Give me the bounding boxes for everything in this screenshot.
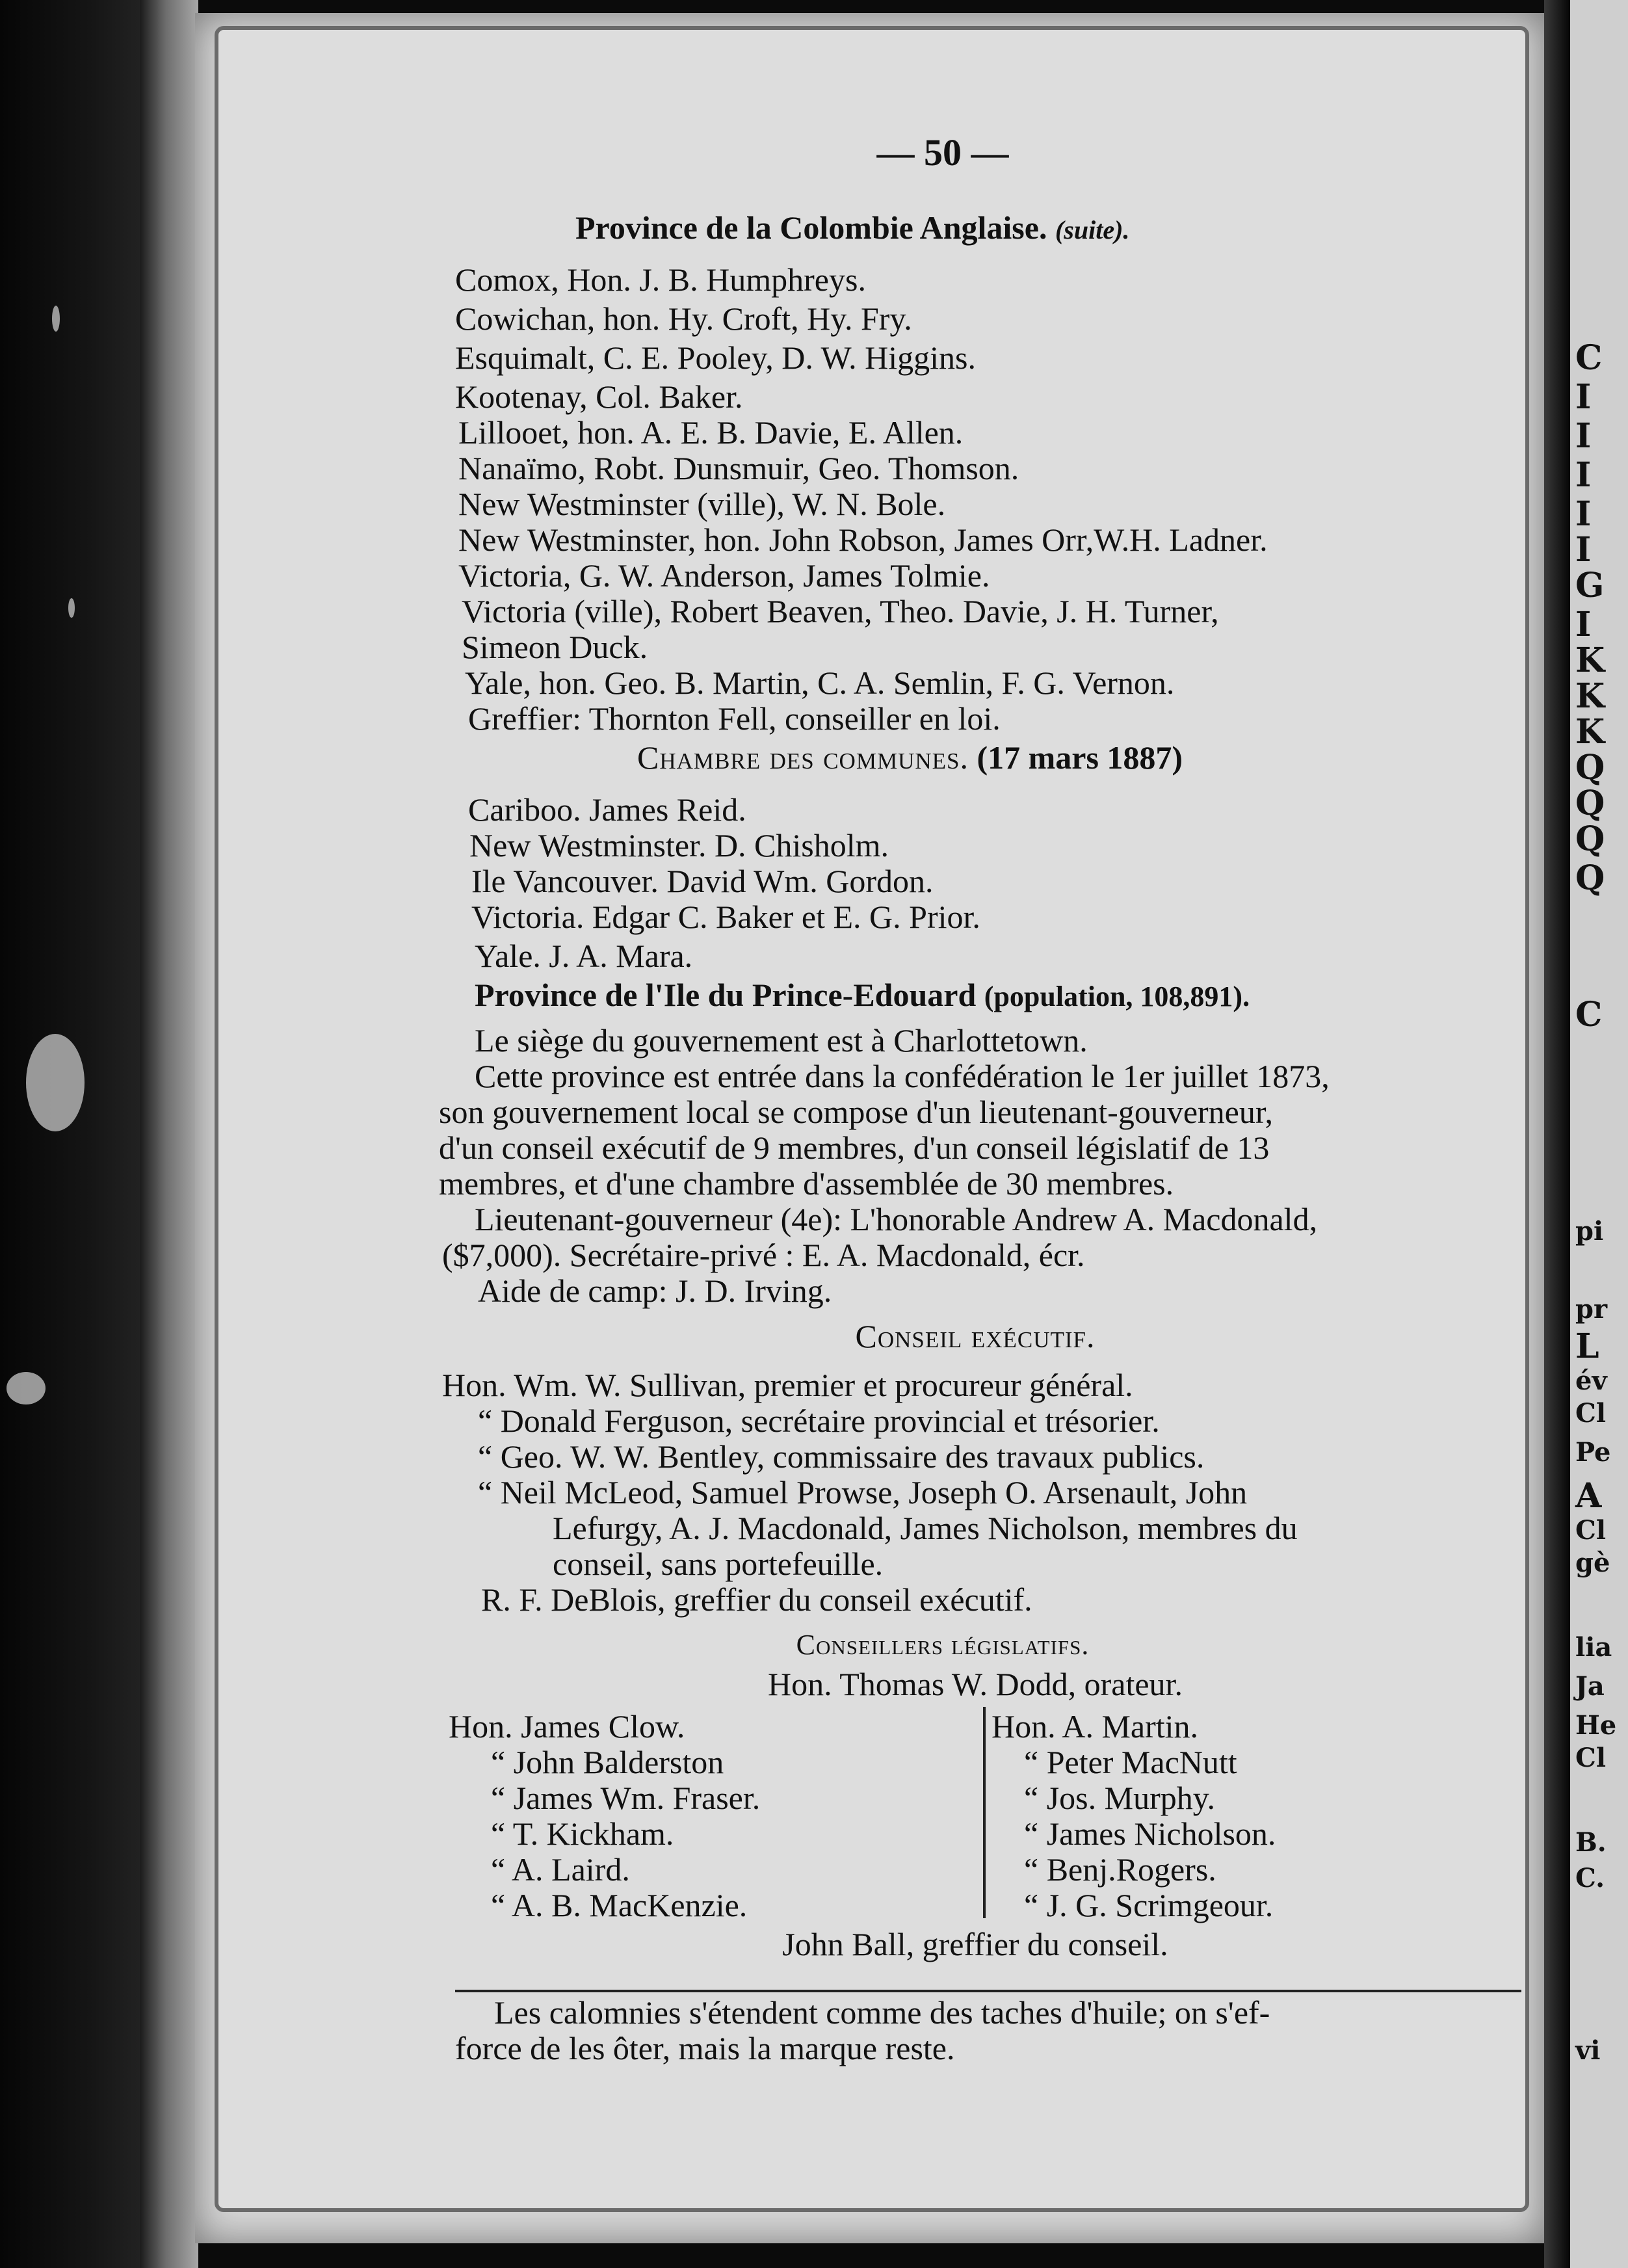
pei-line: Lieutenant-gouverneur (4e): L'honorable Andrew A. Macdonald,	[475, 1201, 1318, 1237]
legislative-speaker: Hon. Thomas W. Dodd, orateur.	[768, 1666, 1183, 1702]
facing-page-fragment: lia	[1575, 1632, 1612, 1663]
council-heading: Conseil exécutif.	[855, 1318, 1096, 1354]
bc-line: Esquimalt, C. E. Pooley, D. W. Higgins.	[455, 339, 976, 376]
council-line: Hon. Wm. W. Sullivan, premier et procureur général.	[442, 1367, 1133, 1403]
bc-line: Victoria (ville), Robert Beaven, Theo. Davie, J. H. Turner,	[462, 593, 1219, 629]
commons-heading	[637, 738, 1183, 777]
facing-page-fragment: I	[1575, 377, 1592, 417]
bc-line: Victoria, G. W. Anderson, James Tolmie.	[458, 557, 990, 594]
commons-date: (17 mars 1887)	[977, 739, 1183, 776]
council-line: “ Neil McLeod, Samuel Prowse, Joseph O. Arsenault, John	[478, 1474, 1248, 1510]
facing-page-fragment: Cl	[1575, 1398, 1607, 1429]
bc-heading	[575, 208, 1129, 250]
pei-line: Cette province est entrée dans la confédération le 1er juillet 1873,	[475, 1058, 1330, 1094]
legislative-right-line: “ Jos. Murphy.	[1024, 1780, 1215, 1816]
facing-page-fragment: Q	[1575, 748, 1605, 787]
pei-line: d'un conseil exécutif de 9 membres, d'un conseil législatif de 13	[439, 1129, 1270, 1166]
facing-page-fragment: I	[1575, 494, 1592, 534]
facing-page-fragment: pr	[1575, 1294, 1608, 1325]
proverb-line: force de les ôter, mais la marque reste.	[455, 2030, 955, 2066]
facing-page-fragment: pi	[1575, 1216, 1604, 1246]
bc-line: Yale, hon. Geo. B. Martin, C. A. Semlin, F. G. Vernon.	[465, 665, 1175, 701]
facing-page-fragment: K	[1575, 640, 1605, 680]
pei-heading-text: Province de l'Ile du Prince-Edouard	[475, 977, 977, 1013]
council-line: R. F. DeBlois, greffier du conseil exécutif.	[481, 1581, 1032, 1618]
legislative-left-line: “ A. Laird.	[491, 1851, 630, 1888]
commons-line: Victoria. Edgar C. Baker et E. G. Prior.	[471, 899, 980, 935]
bc-line: Comox, Hon. J. B. Humphreys.	[455, 261, 866, 298]
facing-page-fragment: L	[1575, 1326, 1599, 1366]
facing-page-fragment: I	[1575, 605, 1592, 644]
bc-line: Cowichan, hon. Hy. Croft, Hy. Fry.	[455, 300, 912, 337]
bc-heading-text: Province de la Colombie Anglaise.	[575, 209, 1047, 246]
bc-line: Kootenay, Col. Baker.	[455, 378, 743, 415]
facing-page-fragment: C	[1575, 338, 1603, 378]
facing-page-fragment: B.	[1575, 1827, 1607, 1858]
facing-page-fragment: Q	[1575, 819, 1605, 859]
legislative-right-line: “ Peter MacNutt	[1024, 1744, 1237, 1780]
pei-line: son gouvernement local se compose d'un lieutenant-gouverneur,	[439, 1094, 1274, 1130]
facing-page-fragment: K	[1575, 676, 1605, 716]
facing-page-fragment: év	[1575, 1365, 1607, 1396]
facing-page-fragment: vi	[1575, 2035, 1601, 2066]
legislative-left-line: “ A. B. MacKenzie.	[491, 1887, 748, 1923]
commons-heading-text: Chambre des communes.	[637, 739, 969, 776]
facing-page-fragment: Q	[1575, 784, 1605, 823]
bc-line: Simeon Duck.	[462, 629, 648, 665]
facing-page-fragment: Ja	[1575, 1671, 1605, 1702]
facing-page-fragment: G	[1575, 566, 1605, 605]
facing-page-fragment: Pe	[1575, 1437, 1611, 1468]
pei-line: Aide de camp: J. D. Irving.	[478, 1272, 832, 1309]
pei-line: membres, et d'une chambre d'assemblée de 30 membres.	[439, 1165, 1174, 1202]
council-line: “ Donald Ferguson, secrétaire provincial et trésorier.	[478, 1403, 1160, 1439]
commons-line: Cariboo. James Reid.	[468, 791, 746, 828]
facing-page-fragment: A	[1575, 1476, 1602, 1516]
facing-page-fragment: I	[1575, 455, 1592, 495]
facing-page-fragment: He	[1575, 1710, 1617, 1741]
facing-page-fragment: K	[1575, 712, 1605, 752]
facing-page-fragment: Cl	[1575, 1743, 1607, 1773]
bc-line: Nanaïmo, Robt. Dunsmuir, Geo. Thomson.	[458, 450, 1019, 486]
pei-heading	[475, 975, 1250, 1016]
pei-line: ($7,000). Secrétaire-privé : E. A. Macdonald, écr.	[442, 1237, 1085, 1273]
pei-line: Le siège du gouvernement est à Charlottetown.	[475, 1022, 1088, 1059]
legislative-left-line: “ James Wm. Fraser.	[491, 1780, 761, 1816]
pei-population: (population, 108,891).	[984, 981, 1250, 1012]
facing-page-fragment: I	[1575, 530, 1592, 570]
council-line: Lefurgy, A. J. Macdonald, James Nicholson, membres du	[553, 1510, 1298, 1546]
legislative-right-line: “ James Nicholson.	[1024, 1815, 1276, 1852]
commons-line: Ile Vancouver. David Wm. Gordon.	[471, 863, 934, 899]
facing-page-fragment: C.	[1575, 1863, 1605, 1893]
legislative-right-line: “ J. G. Scrimgeour.	[1024, 1887, 1274, 1923]
facing-page-fragment: gè	[1575, 1548, 1610, 1578]
legislative-left-line: “ T. Kickham.	[491, 1815, 674, 1852]
legislative-clerk: John Ball, greffier du conseil.	[782, 1926, 1168, 1962]
bc-heading-suffix: (suite).	[1055, 215, 1130, 244]
column-divider	[983, 1707, 986, 1918]
bc-line: Lillooet, hon. A. E. B. Davie, E. Allen.	[458, 414, 964, 451]
footer-rule	[455, 1990, 1521, 1992]
facing-page-fragment: I	[1575, 416, 1592, 456]
proverb-line: Les calomnies s'étendent comme des taches d'huile; on s'ef-	[494, 1994, 1270, 2031]
legislative-left-line: Hon. James Clow.	[449, 1708, 685, 1745]
legislative-right-line: “ Benj.Rogers.	[1024, 1851, 1216, 1888]
bc-line: New Westminster (ville), W. N. Bole.	[458, 486, 946, 522]
legislative-left-line: “ John Balderston	[491, 1744, 724, 1780]
bc-line: New Westminster, hon. John Robson, James Orr,W.H. Ladner.	[458, 521, 1268, 558]
council-line: conseil, sans portefeuille.	[553, 1546, 884, 1582]
council-line: “ Geo. W. W. Bentley, commissaire des travaux publics.	[478, 1438, 1205, 1475]
page-number: — 50 —	[876, 131, 1009, 174]
facing-page-fragment: C	[1575, 995, 1603, 1035]
legislative-heading: Conseillers législatifs.	[796, 1629, 1090, 1661]
facing-page-fragment: Cl	[1575, 1515, 1607, 1546]
commons-line: Yale. J. A. Mara.	[475, 938, 693, 974]
bc-line: Greffier: Thornton Fell, conseiller en loi.	[468, 700, 1001, 737]
commons-line: New Westminster. D. Chisholm.	[469, 827, 889, 864]
legislative-right-line: Hon. A. Martin.	[991, 1708, 1199, 1745]
facing-page-fragment: Q	[1575, 858, 1605, 898]
